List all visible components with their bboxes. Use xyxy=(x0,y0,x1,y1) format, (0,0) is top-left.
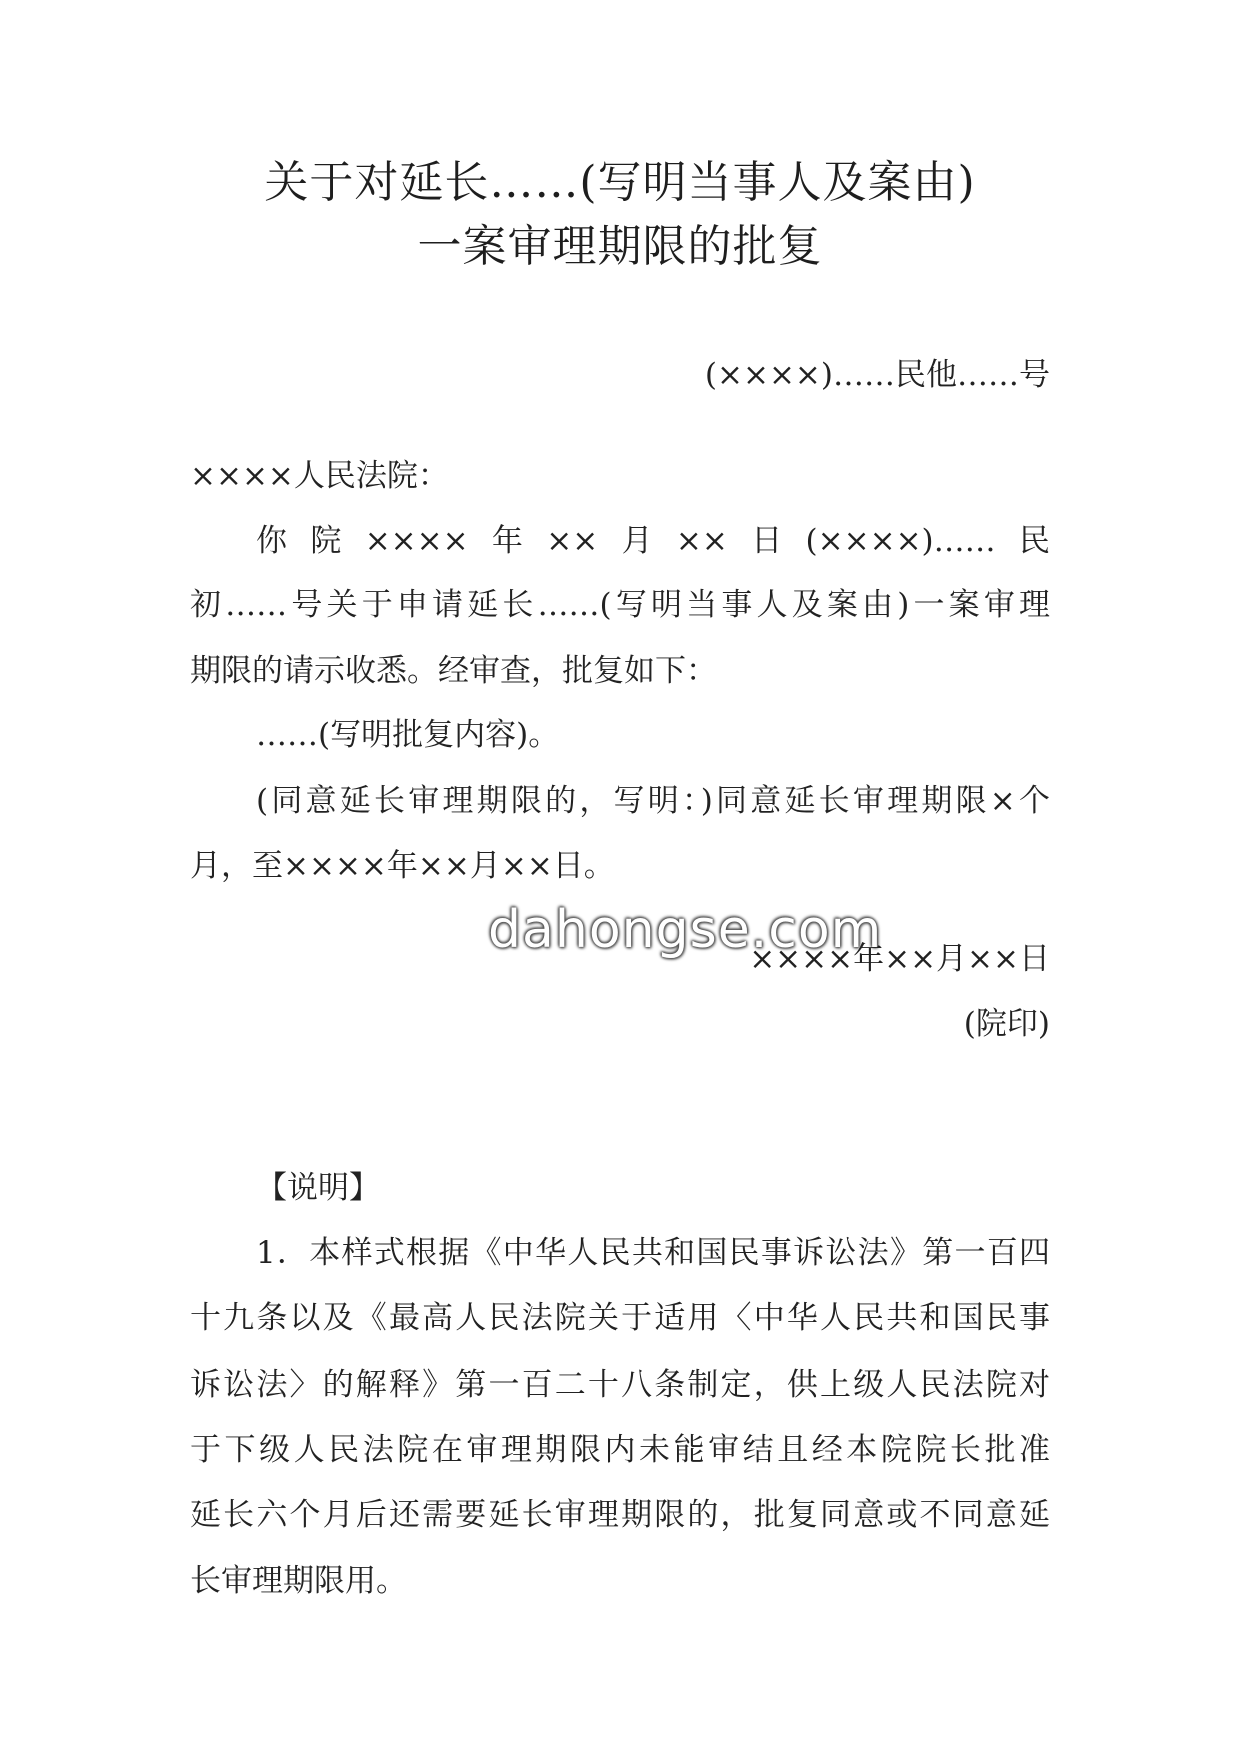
document-title-line-1: 关于对延长……(写明当事人及案由) xyxy=(264,157,976,208)
notes-heading: 【说明】 xyxy=(256,1170,380,1206)
note-line-5: 延长六个月后还需要延长审理期限的，批复同意或不同意延 xyxy=(190,1497,1050,1533)
document-title-line-2: 一案审理期限的批复 xyxy=(417,221,823,272)
body-line-1: 你院××××年××月××日(××××)……民 xyxy=(256,523,1050,559)
body-line-2: 初……号关于申请延长……(写明当事人及案由)一案审理 xyxy=(190,587,1050,623)
body-line-4: ……(写明批复内容)。 xyxy=(256,717,560,753)
note-line-4: 于下级人民法院在审理期限内未能审结且经本院院长批准 xyxy=(190,1432,1050,1468)
note-line-3: 诉讼法〉的解释》第一百二十八条制定，供上级人民法院对 xyxy=(190,1367,1050,1403)
body-line-5: (同意延长审理期限的，写明：)同意延长审理期限×个 xyxy=(256,783,1050,819)
issue-date: ××××年××月××日 xyxy=(749,941,1050,977)
note-line-2: 十九条以及《最高人民法院关于适用〈中华人民共和国民事 xyxy=(190,1300,1050,1336)
body-line-6: 月，至××××年××月××日。 xyxy=(190,848,615,884)
note-line-1: 1．本样式根据《中华人民共和国民事诉讼法》第一百四 xyxy=(256,1235,1050,1271)
watermark: dahongse.com xyxy=(488,900,883,960)
note-line-6: 长审理期限用。 xyxy=(190,1563,407,1599)
body-line-3: 期限的请示收悉。经审查，批复如下： xyxy=(190,653,717,689)
court-seal: (院印) xyxy=(963,1006,1050,1042)
addressee: ××××人民法院： xyxy=(190,458,449,494)
document-number: (××××)……民他……号 xyxy=(704,357,1050,393)
